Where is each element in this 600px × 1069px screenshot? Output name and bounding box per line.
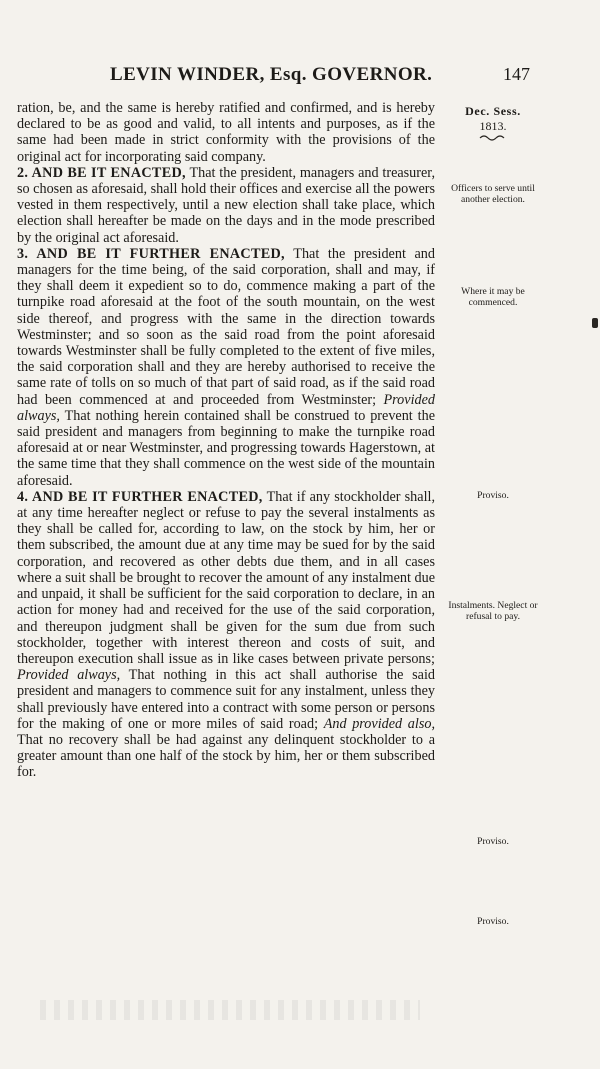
- paragraph-text: That nothing in this act shall authorise the said president and managers to commence suit for any instalment, unless they shall previously have entered into a contract with some person or persons for the making of one or more miles of said road;: [17, 667, 436, 732]
- bleed-through-texture: [40, 1000, 420, 1020]
- margin-note-where: Where it may be commenced.: [461, 286, 525, 308]
- session-label: Dec. Sess.: [465, 104, 521, 118]
- session-year: 1813.: [479, 119, 507, 133]
- paragraph-2: [17, 165, 435, 246]
- page-number: 147: [503, 64, 530, 84]
- paragraph-text: That no recovery shall be had against any delinquent stockholder to a greater amount than one half of the stock by him, her or them subscribed for.: [17, 731, 435, 781]
- page-header: [110, 64, 530, 88]
- paragraph-text: ration, be, and the same is hereby ratified and confirmed, and is hereby declared to be as good and valid, to all intents and purposes, as if the same had been made in strict conformity with the provisions of the original act for incorporating said company.: [17, 100, 435, 165]
- proviso-phrase: Provided always,: [17, 391, 435, 424]
- margin-note-proviso: Proviso.: [477, 916, 509, 927]
- section-heading: 3. AND BE IT FURTHER ENACTED,: [17, 245, 285, 262]
- paragraph-1: [17, 100, 435, 165]
- margin-note-proviso: Proviso.: [477, 490, 509, 501]
- paragraph-4: [17, 489, 435, 781]
- margin-mark: [592, 318, 598, 328]
- body-text: [17, 100, 435, 781]
- proviso-phrase: Provided always,: [17, 667, 121, 684]
- paragraph-text: That the president, managers and treasurer, so chosen as aforesaid, shall hold their offices and exercise all the powers vested in them respectively, until a new election shall take place, which election shall hereafter be made on the days and in the mode prescribed by the original act aforesaid.: [17, 164, 436, 246]
- proviso-phrase: And provided also,: [323, 715, 435, 732]
- margin-note-proviso: Proviso.: [477, 836, 509, 847]
- section-heading: 2. AND BE IT ENACTED,: [17, 164, 186, 181]
- margin-note-officers: Officers to serve until another election.: [451, 183, 535, 205]
- paragraph-text: That the president and managers for the time being, of the said corporation, shall and may, if they shall deem it expedient so to do, commence making a part of the turnpike road aforesaid at the foot of the south mountain, on the west side thereof, and progress with the same in the direction towards Westminster; and so soon as the said road from the point aforesaid towards Westminster shall be fully completed to the extent of five miles, the said corporation shall and they are hereby authorised to receive the same rate of tolls on so much of that part of said road, as if the said road had been commenced at and proceeded from Westminster;: [17, 245, 435, 408]
- running-head: LEVIN WINDER, Esq. GOVERNOR.: [110, 64, 433, 85]
- paragraph-3: [17, 246, 435, 489]
- session-note: [448, 104, 538, 142]
- paragraph-text: That nothing herein contained shall be construed to prevent the said president and managers from beginning to make the turnpike road aforesaid at or near Westminster, and progressing towards Hagerstown, at the same time that they shall commence on the west side of the mountain aforesaid.: [17, 407, 435, 489]
- flourish-ornament: [478, 134, 508, 142]
- section-heading: 4. AND BE IT FURTHER ENACTED,: [17, 488, 263, 505]
- paragraph-text: That if any stockholder shall, at any time hereafter neglect or refuse to pay the several instalments as they shall be called for, according to law, on the stock by him, her or them subscribed, the amount due at any time may be sued for by the said corporation, and recovered as other debts due them, and in all cases where a suit shall be brought to recover the amount of any instalment due and unpaid, it shall be sufficient for the said corporation to declare, in an action for money had and received for the use of the said corporation, and thereupon judgment shall be given for the sum due from such stockholder, together with interest thereon and costs of suit, and thereupon execution shall issue as in like cases between private persons;: [17, 488, 435, 667]
- margin-note-instalments: Instalments. Neglect or refusal to pay.: [448, 600, 538, 622]
